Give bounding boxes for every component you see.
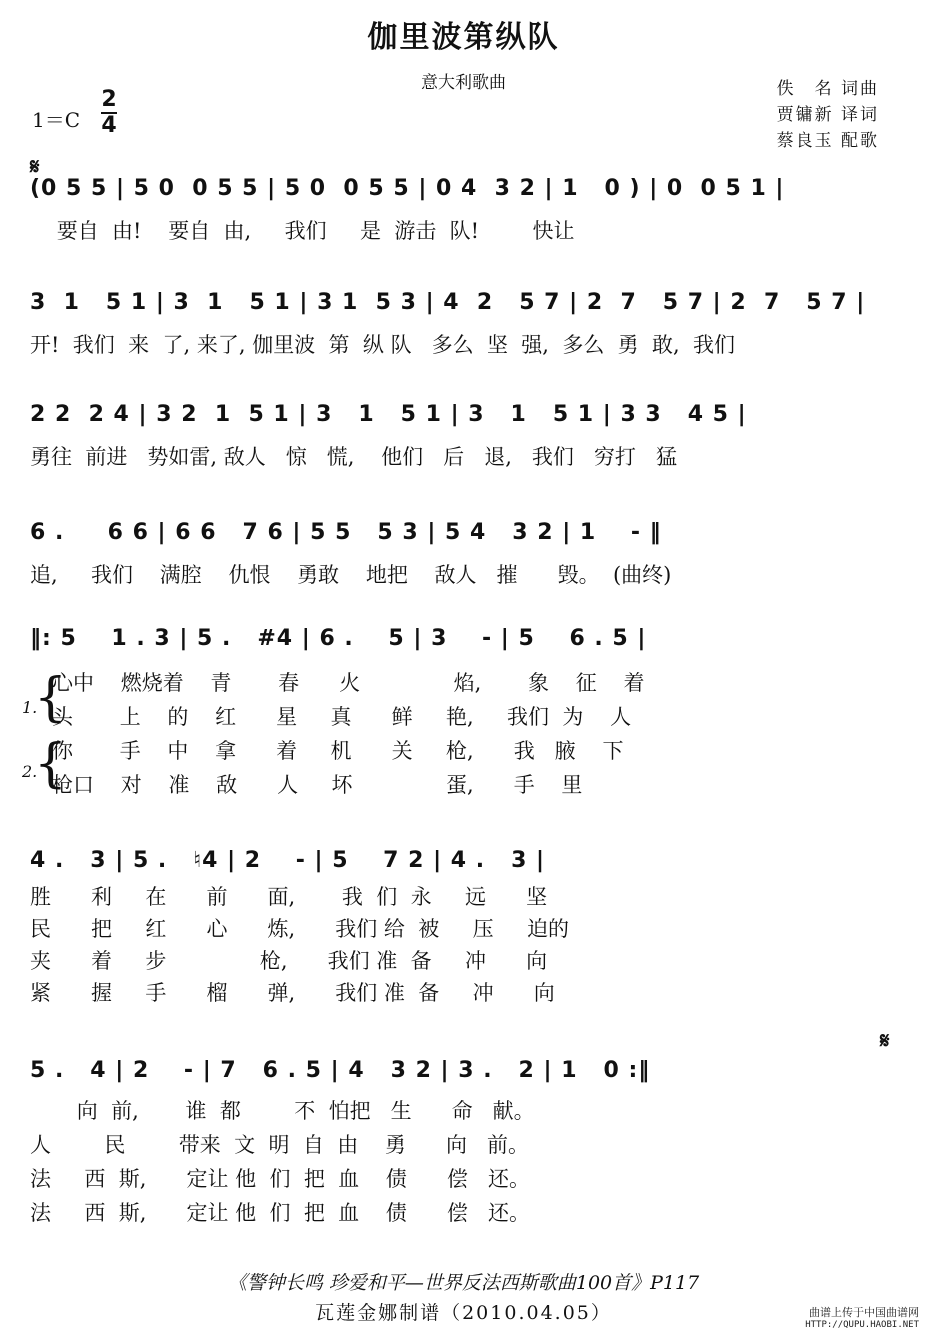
lyric-line: 你 手 中 拿 着 机 关 枪, 我 腋 下 [52,739,624,763]
time-signature [100,88,118,138]
lyric-line: 要自 由! 要自 由, 我们 是 游击 队! 快让 [30,219,575,243]
time-signature-top: 2 [101,87,117,112]
segno-mark: 𝄋 [30,154,40,180]
lyric-line: 民 把 红 心 炼, 我们 给 被 压 迫的 [30,917,570,941]
notation-line: 4 . 3 | 5 . ♮4 | 2 - | 5 7 2 | 4 . 3 | [30,848,546,873]
song-title: 伽里波第纵队 [367,20,560,55]
lyric-line: 法 西 斯, 定让 他 们 把 血 债 偿 还。 [30,1201,530,1225]
verse-label: 2. [22,762,38,781]
lyric-line: 追, 我们 满腔 仇恨 勇敢 地把 敌人 摧 毁。 (曲终) [30,563,672,587]
credit-line: 贾镛新 译词 [776,105,879,125]
site-watermark [805,1306,919,1332]
watermark-line: 曲谱上传于中国曲谱网 [809,1306,919,1319]
lyric-line: 心中 燃烧着 青 春 火 焰, 象 征 着 [52,671,645,695]
source-citation: 《警钟长鸣 珍爱和平—世界反法西斯歌曲100首》P117 [227,1272,700,1294]
watermark-url: HTTP://QUPU.HAOBI.NET [805,1320,919,1330]
notation-line: 6 . 6 6 | 6 6 7 6 | 5 5 5 3 | 5 4 3 2 | 1 - ‖ [30,520,662,545]
verse-brace: { [34,734,68,794]
verse-label: 1. [22,698,38,717]
credits [777,76,879,154]
lyric-line: 向 前, 谁 都 不 怕把 生 命 献。 [30,1099,535,1123]
verse-brace: { [34,668,68,728]
lyric-line: 勇往 前进 势如雷, 敌人 惊 慌, 他们 后 退, 我们 穷打 猛 [30,445,677,469]
credit-line: 佚 名 词曲 [776,79,879,99]
segno-mark: 𝄋 [880,1028,890,1054]
lyric-line: 开! 我们 来 了, 来了, 伽里波 第 纵 队 多么 坚 强, 多么 勇 敢, 我们 [30,333,736,357]
song-subtitle: 意大利歌曲 [421,73,506,93]
notation-line: 3 1 5 1 | 3 1 5 1 | 3 1 5 3 | 4 2 5 7 | 2 7 5 7 | 2 7 5 7 | [30,290,866,315]
lyric-line: 枪口 对 准 敌 人 坏 蛋, 手 里 [52,773,583,797]
lyric-line: 法 西 斯, 定让 他 们 把 血 债 偿 还。 [30,1167,530,1191]
credit-line: 蔡良玉 配歌 [776,131,879,151]
time-signature-bottom: 4 [101,113,117,138]
lyric-line: 夹 着 步 枪, 我们 准 备 冲 向 [30,949,548,973]
notation-line: ‖: 5 1 . 3 | 5 . #4 | 6 . 5 | 3 - | 5 6 . 5 | [30,626,647,651]
notation-line: 5 . 4 | 2 - | 7 6 . 5 | 4 3 2 | 3 . 2 | 1 0 :‖ [30,1058,651,1083]
lyric-line: 头 上 的 红 星 真 鲜 艳, 我们 为 人 [52,705,632,729]
lyric-line: 人 民 带来 文 明 自 由 勇 向 前。 [30,1133,529,1157]
notation-line: 2 2 2 4 | 3 2 1 5 1 | 3 1 5 1 | 3 1 5 1 | 3 3 4 5 | [30,402,747,427]
maker-credit: 瓦莲金娜制谱（2010.04.05） [315,1302,612,1324]
lyric-line: 胜 利 在 前 面, 我 们 永 远 坚 [30,885,548,909]
notation-line: (0 5 5 | 5 0 0 5 5 | 5 0 0 5 5 | 0 4 3 2 | 1 0 ) | 0 0 5 1 | [30,176,785,201]
key-signature: 1＝C [32,108,81,132]
lyric-line: 紧 握 手 榴 弹, 我们 准 备 冲 向 [30,981,555,1005]
